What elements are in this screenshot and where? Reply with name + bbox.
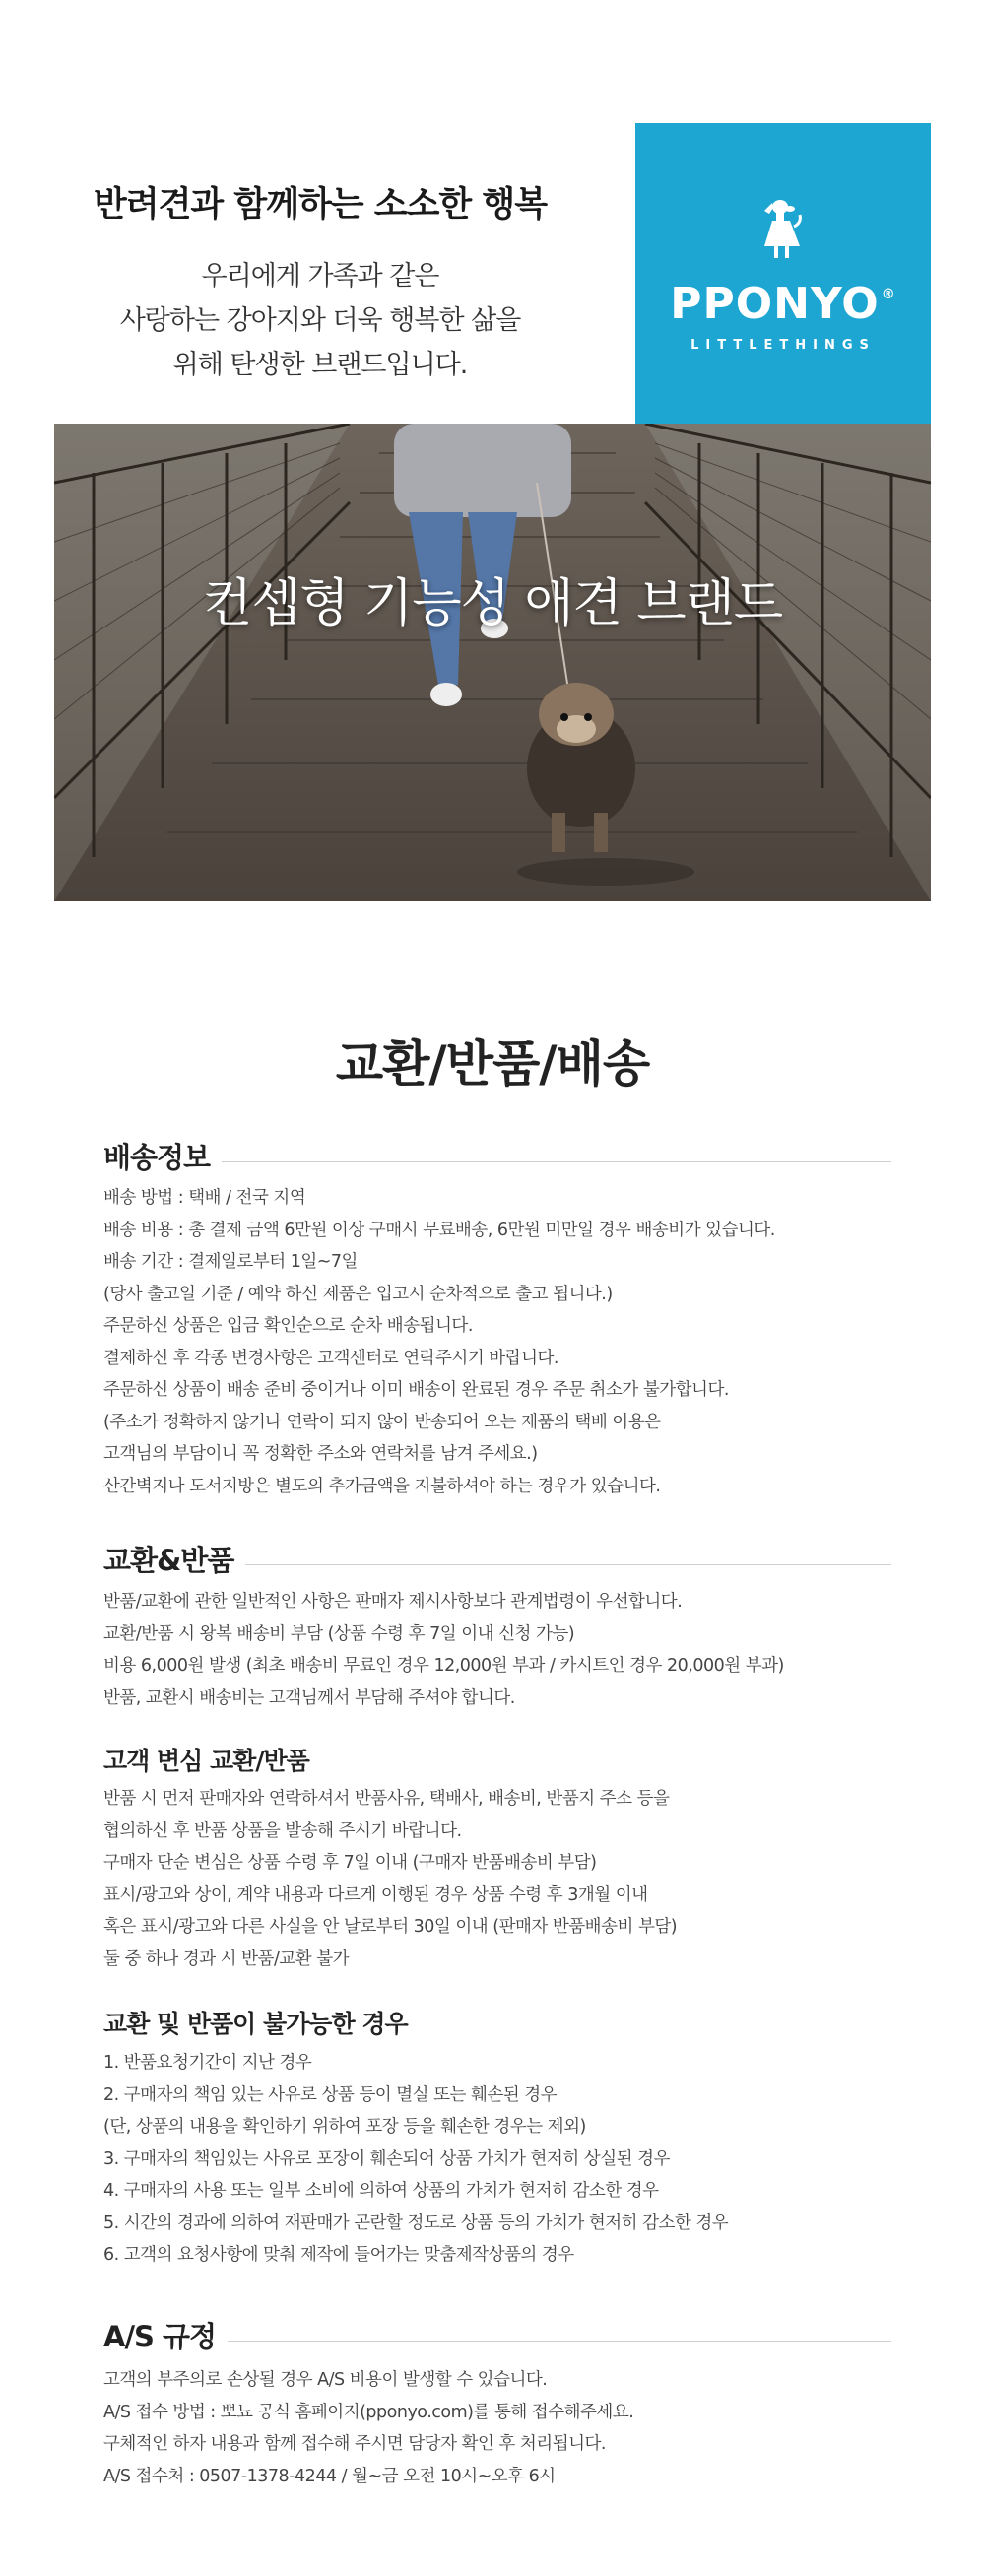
not-allowed-line: 1. 반품요청기간이 지난 경우	[103, 2053, 312, 2073]
hero-photo	[54, 424, 931, 901]
not-allowed-line: (단, 상품의 내용을 확인하기 위하여 포장 등을 훼손한 경우는 제외)	[103, 2117, 586, 2137]
intro-description-line: 사랑하는 강아지와 더욱 행복한 삶을	[119, 305, 521, 336]
as-lines	[103, 2364, 921, 2492]
as-line: A/S 접수처 : 0507-1378-4244 / 월~금 오전 10시~오후 6시	[103, 2466, 556, 2486]
shipping-line: (주소가 정확하지 않거나 연락이 되지 않아 반송되어 오는 제품의 택배 이용은	[103, 1412, 661, 1432]
change-of-mind-line: 둘 중 하나 경과 시 반품/교환 불가	[103, 1949, 350, 1969]
exchange-line: 반품, 교환시 배송비는 고객님께서 부담해 주셔야 합니다.	[103, 1687, 515, 1708]
change-of-mind-line: 혹은 표시/광고와 다른 사실을 안 날로부터 30일 이내 (판매자 반품배송비 부담)	[103, 1917, 678, 1937]
intro-description	[54, 254, 586, 387]
intro-title: 반려견과 함께하는 소소한 행복	[93, 185, 548, 225]
as-title: A/S 규정	[103, 2319, 217, 2353]
as-line: 고객의 부주의로 손상될 경우 A/S 비용이 발생할 수 있습니다.	[103, 2370, 548, 2390]
page-title: 교환/반품/배송	[335, 1035, 650, 1092]
change-of-mind-line: 협의하신 후 반품 상품을 발송해 주시기 바랍니다.	[103, 1820, 462, 1841]
not-allowed-line: 3. 구매자의 책임있는 사유로 포장이 훼손되어 상품 가치가 현저히 상실된 경우	[103, 2148, 670, 2169]
not-allowed-line: 2. 구매자의 책임 있는 사유로 상품 등이 멸실 또는 훼손된 경우	[103, 2084, 558, 2105]
change-of-mind-title: 고객 변심 교환/반품	[103, 1747, 309, 1775]
brand-name	[635, 279, 931, 329]
shipping-line: (당사 출고일 기준 / 예약 하신 제품은 입고시 순차적으로 출고 됩니다.)	[103, 1284, 613, 1304]
as-line: 구체적인 하자 내용과 함께 접수해 주시면 담당자 확인 후 처리됩니다.	[103, 2434, 606, 2454]
not-allowed-line: 4. 구매자의 사용 또는 일부 소비에 의하여 상품의 가치가 현저히 감소한 경우	[103, 2181, 659, 2201]
intro-description-line: 위해 탄생한 브랜드입니다.	[172, 350, 468, 380]
shipping-title: 배송정보	[103, 1140, 211, 1174]
section-divider	[222, 1161, 891, 1162]
exchange-title: 교환&반품	[103, 1543, 234, 1577]
intro-description-line: 우리에게 가족과 같은	[201, 261, 439, 292]
change-of-mind-line: 반품 시 먼저 판매자와 연락하셔서 반품사유, 택배사, 배송비, 반품지 주소 등을	[103, 1789, 670, 1809]
change-of-mind-lines	[103, 1783, 921, 1975]
change-of-mind-line: 표시/광고와 상이, 계약 내용과 다르게 이행된 경우 상품 수령 후 3개월 이내	[103, 1884, 648, 1905]
shipping-line: 결제하신 후 각종 변경사항은 고객센터로 연락주시기 바랍니다.	[103, 1348, 558, 1368]
dog-logo-icon	[760, 197, 806, 262]
exchange-section-header	[103, 1539, 891, 1578]
shipping-section-header	[103, 1136, 891, 1175]
shipping-lines	[103, 1182, 921, 1502]
shipping-line: 배송 기간 : 결제일로부터 1일~7일	[103, 1252, 358, 1272]
shipping-line: 고객님의 부담이니 꼭 정확한 주소와 연락처를 남겨 주세요.)	[103, 1444, 538, 1464]
shipping-line: 배송 방법 : 택배 / 전국 지역	[103, 1188, 306, 1208]
not-allowed-line: 6. 고객의 요청사항에 맞춰 제작에 들어가는 맞춤제작상품의 경우	[103, 2245, 574, 2265]
shipping-line: 주문하신 상품이 배송 준비 중이거나 이미 배송이 완료된 경우 주문 취소가 불가합니다.	[103, 1380, 729, 1400]
exchange-line: 교환/반품 시 왕복 배송비 부담 (상품 수령 후 7일 이내 신청 가능)	[103, 1623, 575, 1644]
shipping-line: 배송 비용 : 총 결제 금액 6만원 이상 구매시 무료배송, 6만원 미만일 경우 배송비가 있습니다.	[103, 1220, 775, 1240]
not-allowed-title: 교환 및 반품이 불가능한 경우	[103, 2010, 408, 2038]
as-section-header	[103, 2315, 891, 2354]
brand-logo-box	[635, 123, 931, 424]
as-line: A/S 접수 방법 : 뽀뇨 공식 홈페이지(pponyo.com)를 통해 접수해주세요.	[103, 2402, 634, 2422]
not-allowed-lines	[103, 2047, 921, 2272]
shipping-line: 주문하신 상품은 입금 확인순으로 순차 배송됩니다.	[103, 1316, 473, 1336]
exchange-line: 반품/교환에 관한 일반적인 사항은 판매자 제시사항보다 관계법령이 우선합니다.	[103, 1592, 683, 1612]
hero-caption: 컨셉형 기능성 애견 브랜드	[202, 574, 783, 633]
registered-mark: ®	[881, 287, 896, 302]
brand-subtitle: LITTLETHINGS	[690, 338, 876, 353]
brand-name-text: PPONYO	[670, 279, 880, 329]
shipping-line: 산간벽지나 도서지방은 별도의 추가금액을 지불하셔야 하는 경우가 있습니다.	[103, 1476, 661, 1496]
not-allowed-line: 5. 시간의 경과에 의하여 재판매가 곤란할 정도로 상품 등의 가치가 현저히 감소한 경우	[103, 2213, 729, 2233]
change-of-mind-line: 구매자 단순 변심은 상품 수령 후 7일 이내 (구매자 반품배송비 부담)	[103, 1853, 597, 1873]
exchange-lines	[103, 1586, 921, 1714]
section-divider	[245, 1564, 891, 1565]
section-divider	[228, 2341, 891, 2342]
boardwalk-photo-illustration	[54, 424, 931, 901]
exchange-line: 비용 6,000원 발생 (최초 배송비 무료인 경우 12,000원 부과 / 카시트인 경우 20,000원 부과)	[103, 1656, 784, 1676]
